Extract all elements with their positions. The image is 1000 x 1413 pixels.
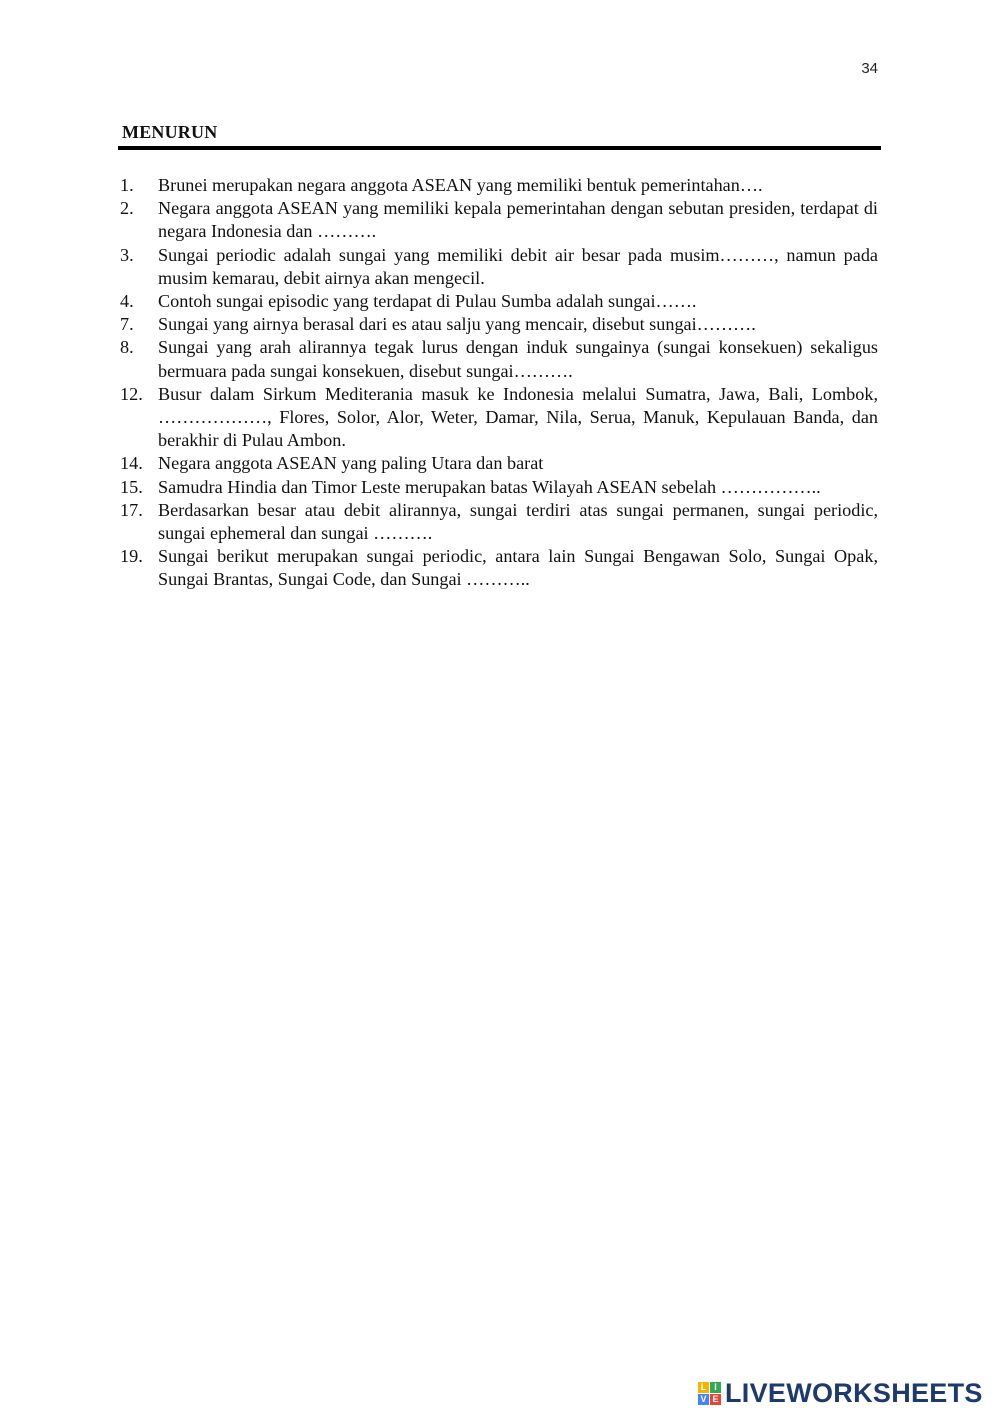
question-text: Brunei merupakan negara anggota ASEAN yang memiliki bentuk pemerintahan….: [158, 175, 763, 195]
question-number: 8.: [120, 337, 134, 358]
question-number: 19.: [120, 546, 143, 567]
question-item: [120, 545, 878, 591]
question-number: 7.: [120, 314, 134, 335]
liveworksheets-watermark: [698, 1378, 983, 1408]
title-underline-rule: [118, 146, 881, 150]
question-number: 2.: [120, 198, 134, 219]
liveworksheets-logo-icon: [698, 1382, 721, 1405]
question-number: 15.: [120, 476, 143, 497]
question-text: Sungai yang airnya berasal dari es atau salju yang mencair, disebut sungai……….: [158, 314, 756, 335]
watermark-text: LIVEWORKSHEETS: [725, 1377, 983, 1408]
question-number: 4.: [120, 291, 134, 312]
question-text: Sungai berikut merupakan sungai periodic, antara lain Sungai Bengawan Solo, Sungai Opak, Sungai Brantas, Sungai Code, dan Sungai ………..: [158, 546, 878, 590]
logo-cell-e: E: [710, 1394, 721, 1405]
question-number: 17.: [120, 499, 143, 520]
question-text: Berdasarkan besar atau debit alirannya, sungai terdiri atas sungai permanen, sungai periodic, sungai ephemeral dan sungai ……….: [158, 499, 878, 544]
question-item: [120, 452, 878, 475]
question-item: [120, 197, 878, 243]
question-item: [120, 174, 878, 197]
question-text: Contoh sungai episodic yang terdapat di Pulau Sumba adalah sungai…….: [158, 291, 697, 312]
question-number: 14.: [120, 453, 143, 474]
question-item: [120, 476, 878, 499]
page-number: 34: [861, 60, 878, 77]
section-title: MENURUN: [122, 122, 218, 142]
question-text: Negara anggota ASEAN yang paling Utara dan barat: [158, 453, 544, 474]
question-number: 12.: [120, 383, 143, 404]
question-text: Sungai periodic adalah sungai yang memiliki debit air besar pada musim………, namun pada musim kemarau, debit airnya akan mengecil.: [158, 244, 878, 288]
question-item: [120, 499, 878, 545]
question-item: [120, 290, 878, 313]
question-item: [120, 244, 878, 290]
question-text: Busur dalam Sirkum Mediterania masuk ke Indonesia melalui Sumatra, Jawa, Bali, Lombok, ………………, Flores, Solor, Alor, Weter, Damar, Nila, Serua, Manuk, Kepulauan Banda, dan berakhir di Pulau Ambon.: [158, 383, 878, 451]
question-number: 1.: [120, 175, 134, 195]
question-text: Sungai yang arah alirannya tegak lurus dengan induk sungainya (sungai konsekuen) sekaligus bermuara pada sungai konsekuen, disebut sungai……….: [158, 337, 878, 381]
question-list: [120, 174, 878, 592]
question-item: [120, 383, 878, 453]
question-text: Samudra Hindia dan Timor Leste merupakan batas Wilayah ASEAN sebelah ……………..: [158, 476, 821, 497]
logo-cell-i: I: [710, 1382, 721, 1393]
logo-cell-v: V: [698, 1394, 709, 1405]
logo-cell-l: L: [698, 1382, 709, 1393]
question-number: 3.: [120, 244, 134, 265]
question-item: [120, 336, 878, 382]
question-item: [120, 313, 878, 336]
question-text: Negara anggota ASEAN yang memiliki kepala pemerintahan dengan sebutan presiden, terdapat di negara Indonesia dan ……….: [158, 198, 878, 242]
